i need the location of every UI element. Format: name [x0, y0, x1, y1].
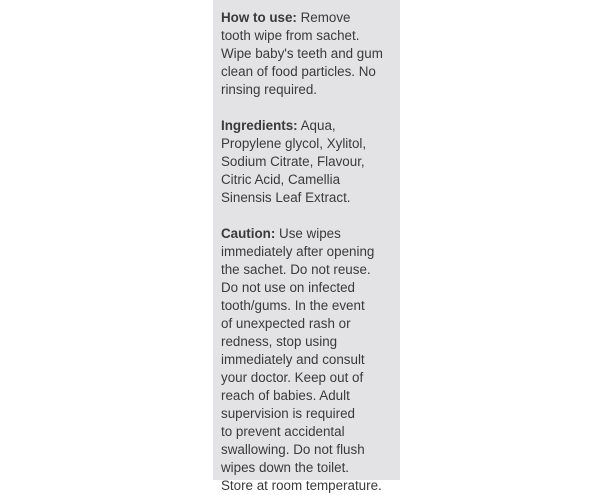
ingredients-first-line	[221, 117, 400, 135]
ingredients-text: Sodium Citrate, Flavour,	[221, 154, 365, 169]
caution-text: Do not use on infected	[221, 280, 355, 295]
caution-text: to prevent accidental	[221, 424, 345, 439]
caution-text: reach of babies. Adult	[221, 388, 350, 403]
caution-text: supervision is required	[221, 406, 355, 421]
caution-section	[221, 225, 400, 495]
how-to-use-text: tooth wipe from sachet.	[221, 28, 360, 43]
caution-first-line	[221, 225, 400, 243]
product-label-panel	[213, 0, 400, 493]
caution-text: Use wipes	[275, 226, 341, 241]
ingredients-text: Propylene glycol, Xylitol,	[221, 136, 367, 151]
caution-text: wipes down the toilet.	[221, 460, 350, 475]
ingredients-text: Sinensis Leaf Extract.	[221, 190, 351, 205]
caution-text: Store at room temperature.	[221, 478, 382, 493]
caution-text: the sachet. Do not reuse.	[221, 262, 371, 277]
how-to-use-section	[221, 9, 400, 99]
caution-text: immediately after opening	[221, 244, 375, 259]
how-to-use-text: Remove	[296, 10, 351, 25]
caution-text: immediately and consult	[221, 352, 365, 367]
ingredients-text: Citric Acid, Camellia	[221, 172, 341, 187]
caution-text: of unexpected rash or	[221, 316, 351, 331]
how-to-use-heading: How to use:	[221, 10, 297, 25]
how-to-use-text: Wipe baby's teeth and gum	[221, 46, 383, 61]
how-to-use-text: clean of food particles. No	[221, 64, 376, 79]
ingredients-text: Aqua,	[297, 118, 336, 133]
how-to-use-first-line	[221, 9, 400, 27]
caution-text: swallowing. Do not flush	[221, 442, 365, 457]
ingredients-heading: Ingredients:	[221, 118, 298, 133]
ingredients-section	[221, 117, 400, 207]
caution-text: redness, stop using	[221, 334, 338, 349]
caution-text: your doctor. Keep out of	[221, 370, 364, 385]
caution-heading: Caution:	[221, 226, 276, 241]
caution-text: tooth/gums. In the event	[221, 298, 365, 313]
how-to-use-text: rinsing required.	[221, 82, 318, 97]
